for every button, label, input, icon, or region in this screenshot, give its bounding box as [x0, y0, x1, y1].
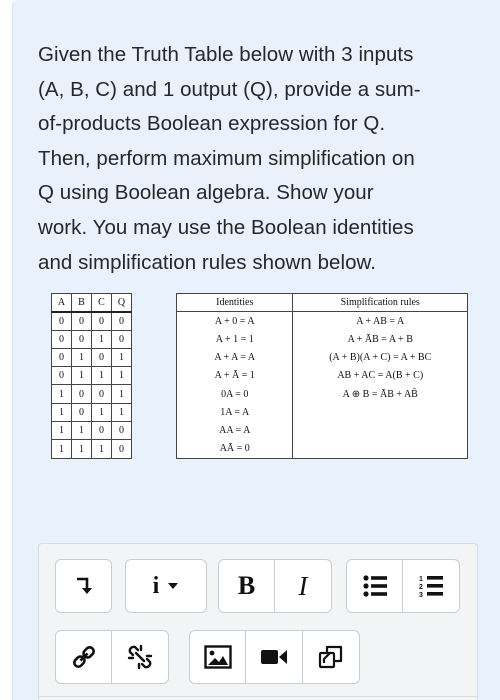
cell: 0 [92, 312, 112, 330]
svg-text:1: 1 [419, 576, 423, 583]
cell: 0 [112, 330, 132, 348]
rule-cell: A + AB = A [293, 312, 468, 330]
cell: 0 [72, 403, 92, 421]
identity-cell: AĀ = 0 [177, 440, 293, 458]
question-line: work. You may use the Boolean identities [38, 215, 414, 239]
cell: 0 [52, 348, 72, 366]
numbered-list-button[interactable] [403, 559, 460, 613]
table-row [52, 367, 132, 385]
unlink-icon [127, 644, 153, 670]
table-row [177, 367, 468, 385]
svg-text:3: 3 [419, 592, 423, 598]
cell: 0 [92, 348, 112, 366]
header-b: B [72, 294, 92, 312]
numbered-list-icon [419, 574, 443, 598]
table-row [52, 440, 132, 458]
question-line: (A, B, C) and 1 output (Q), provide a sum- [38, 77, 421, 101]
chevron-down-icon [167, 582, 179, 590]
paragraph-format-button[interactable] [55, 559, 112, 613]
rule-cell [293, 403, 468, 421]
cell: 0 [52, 312, 72, 330]
cell: 0 [92, 385, 112, 403]
rule-cell: AB + AC = A(B + C) [293, 367, 468, 385]
rule-cell [293, 440, 468, 458]
table-row [52, 403, 132, 421]
table-row [177, 440, 468, 458]
cell: 0 [112, 440, 132, 458]
question-line: and simplification rules shown below. [38, 250, 376, 274]
table-row [52, 312, 132, 330]
truth-table-header-row [52, 294, 132, 312]
cell: 0 [92, 422, 112, 440]
cell: 0 [72, 312, 92, 330]
cell: 0 [52, 367, 72, 385]
question-line: Given the Truth Table below with 3 inputs [38, 43, 414, 66]
cell: 1 [52, 422, 72, 440]
cell: 0 [112, 422, 132, 440]
table-row [177, 422, 468, 440]
cell: 1 [112, 348, 132, 366]
identity-cell: 0A = 0 [177, 385, 293, 403]
return-arrow-icon [75, 576, 93, 596]
rule-cell: (A + B)(A + C) = A + BC [293, 348, 468, 366]
identities-header: Identities [177, 294, 293, 312]
rule-cell [293, 422, 468, 440]
header-c: C [92, 294, 112, 312]
rule-cell: A + ĀB = A + B [293, 330, 468, 348]
table-row [177, 385, 468, 403]
video-camera-icon [260, 647, 288, 667]
identity-cell: A + A = A [177, 348, 293, 366]
remove-link-button[interactable] [112, 630, 169, 684]
cell: 1 [92, 367, 112, 385]
cell: 1 [92, 403, 112, 421]
identity-cell: A + 1 = 1 [177, 330, 293, 348]
cell: 1 [72, 367, 92, 385]
question-line: Q using Boolean algebra. Show your [38, 181, 374, 205]
editor-toolbar [38, 543, 478, 700]
question-text [38, 38, 478, 280]
insert-image-button[interactable] [189, 630, 246, 684]
cell: 1 [52, 385, 72, 403]
cell: 1 [52, 403, 72, 421]
insert-video-button[interactable] [246, 630, 303, 684]
identity-cell: A + 0 = A [177, 312, 293, 330]
question-line: Then, perform maximum simplification on [38, 146, 415, 170]
insert-link-button[interactable] [55, 630, 112, 684]
cell: 1 [112, 367, 132, 385]
table-row [52, 385, 132, 403]
info-dropdown-button[interactable] [125, 559, 207, 613]
table-row [52, 422, 132, 440]
table-row [177, 403, 468, 421]
italic-icon: I [298, 570, 308, 601]
table-row [177, 348, 468, 366]
table-row [177, 312, 468, 330]
cell: 0 [52, 330, 72, 348]
header-q: Q [112, 294, 132, 312]
identities-table [176, 293, 468, 459]
bulleted-list-button[interactable] [346, 559, 403, 613]
link-icon [71, 644, 97, 670]
bulleted-list-icon [363, 575, 387, 597]
cell: 1 [112, 385, 132, 403]
info-icon: i [152, 572, 160, 599]
question-line: of-products Boolean expression for Q. [38, 112, 386, 136]
cell: 0 [72, 330, 92, 348]
identity-cell: 1A = A [177, 403, 293, 421]
identity-cell: A + Ā = 1 [177, 367, 293, 385]
cell: 1 [52, 440, 72, 458]
cell: 1 [92, 440, 112, 458]
truth-table [51, 293, 132, 459]
bold-button[interactable] [218, 559, 275, 613]
italic-button[interactable] [275, 559, 332, 613]
rule-cell: A ⊕ B = ĀB + AB̄ [293, 385, 468, 403]
cell: 0 [72, 385, 92, 403]
identity-cell: AA = A [177, 422, 293, 440]
table-row [52, 330, 132, 348]
image-icon [204, 645, 232, 669]
rules-header: Simplification rules [293, 294, 468, 312]
cell: 1 [72, 422, 92, 440]
cell: 1 [92, 330, 112, 348]
copy-edit-icon [318, 644, 344, 670]
table-row [177, 330, 468, 348]
table-row [52, 348, 132, 366]
header-a: A [52, 294, 72, 312]
bold-icon: B [237, 571, 256, 600]
cell: 1 [72, 348, 92, 366]
cell: 1 [112, 403, 132, 421]
toolbar-bottom-divider [38, 696, 478, 697]
cell: 1 [72, 440, 92, 458]
svg-text:2: 2 [419, 584, 423, 591]
identities-header-row [177, 294, 468, 312]
cell: 0 [112, 312, 132, 330]
insert-widget-button[interactable] [303, 630, 360, 684]
